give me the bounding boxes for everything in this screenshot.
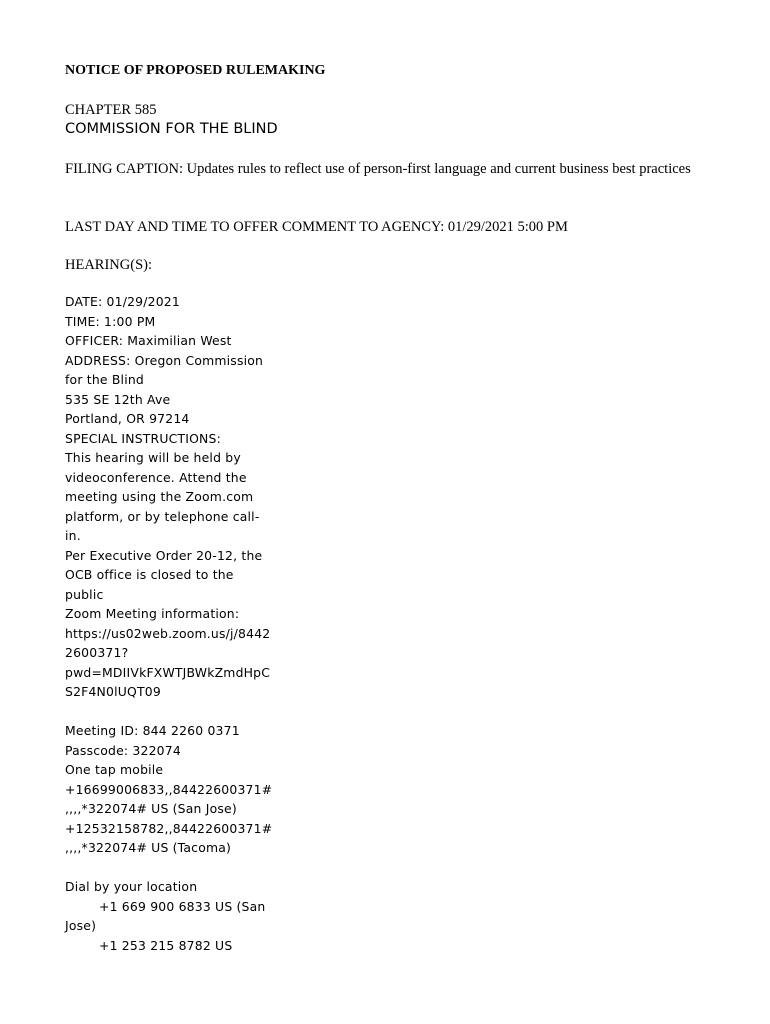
tap-number: ,,,,*322074# US (San Jose)	[65, 801, 237, 816]
instructions-line: meeting using the Zoom.com	[65, 489, 254, 504]
hearing-address-line: 535 SE 12th Ave	[65, 391, 171, 407]
zoom-link[interactable]: https://us02web.zoom.us/j/8442	[65, 625, 271, 641]
hearings-heading: HEARING(S):	[65, 257, 152, 273]
hearing-details	[65, 292, 295, 955]
tap-number: +12532158782,,84422600371#	[65, 820, 273, 836]
special-instructions-label: SPECIAL INSTRUCTIONS:	[65, 430, 221, 446]
tap-number: ,,,,*322074# US (Tacoma)	[65, 840, 232, 855]
instructions-line: platform, or by telephone call-	[65, 508, 260, 524]
dial-number: Jose)	[65, 918, 97, 933]
dial-by-location-label: Dial by your location	[65, 879, 198, 894]
instructions-line: videoconference. Attend the	[65, 469, 247, 485]
zoom-info-label: Zoom Meeting information:	[65, 606, 240, 621]
hearing-officer: OFFICER: Maximilian West	[65, 333, 232, 348]
instructions-line: Per Executive Order 20-12, the	[65, 547, 263, 563]
instructions-line: public	[65, 586, 104, 602]
zoom-link[interactable]: S2F4N0lUQT09	[65, 684, 161, 699]
blank-line	[65, 858, 295, 878]
filing-caption: FILING CAPTION: Updates rules to reflect use of person-first language and current business best practices	[65, 161, 691, 177]
instructions-line: OCB office is closed to the	[65, 567, 234, 582]
hearing-time: TIME: 1:00 PM	[65, 313, 156, 329]
hearing-address-line: ADDRESS: Oregon Commission	[65, 352, 264, 368]
comment-deadline: LAST DAY AND TIME TO OFFER COMMENT TO AGENCY: 01/29/2021 5:00 PM	[65, 219, 568, 235]
tap-number: +16699006833,,84422600371#	[65, 781, 273, 797]
hearing-address-line: Portland, OR 97214	[65, 411, 190, 426]
chapter-number: CHAPTER 585	[65, 102, 157, 118]
blank-line	[65, 702, 295, 722]
instructions-line: in.	[65, 528, 81, 543]
zoom-link[interactable]: pwd=MDIIVkFXWTJBWkZmdHpC	[65, 664, 271, 680]
instructions-line: This hearing will be held by	[65, 450, 241, 465]
one-tap-label: One tap mobile	[65, 762, 164, 777]
hearing-address-line: for the Blind	[65, 372, 144, 387]
notice-title: NOTICE OF PROPOSED RULEMAKING	[65, 63, 326, 78]
passcode: Passcode: 322074	[65, 742, 181, 758]
dial-number: +1 669 900 6833 US (San	[99, 898, 266, 914]
zoom-link[interactable]: 2600371?	[65, 645, 129, 660]
agency-name: COMMISSION FOR THE BLIND	[65, 121, 278, 137]
dial-number: +1 253 215 8782 US	[99, 937, 233, 953]
hearing-date: DATE: 01/29/2021	[65, 294, 180, 309]
meeting-id: Meeting ID: 844 2260 0371	[65, 723, 240, 738]
